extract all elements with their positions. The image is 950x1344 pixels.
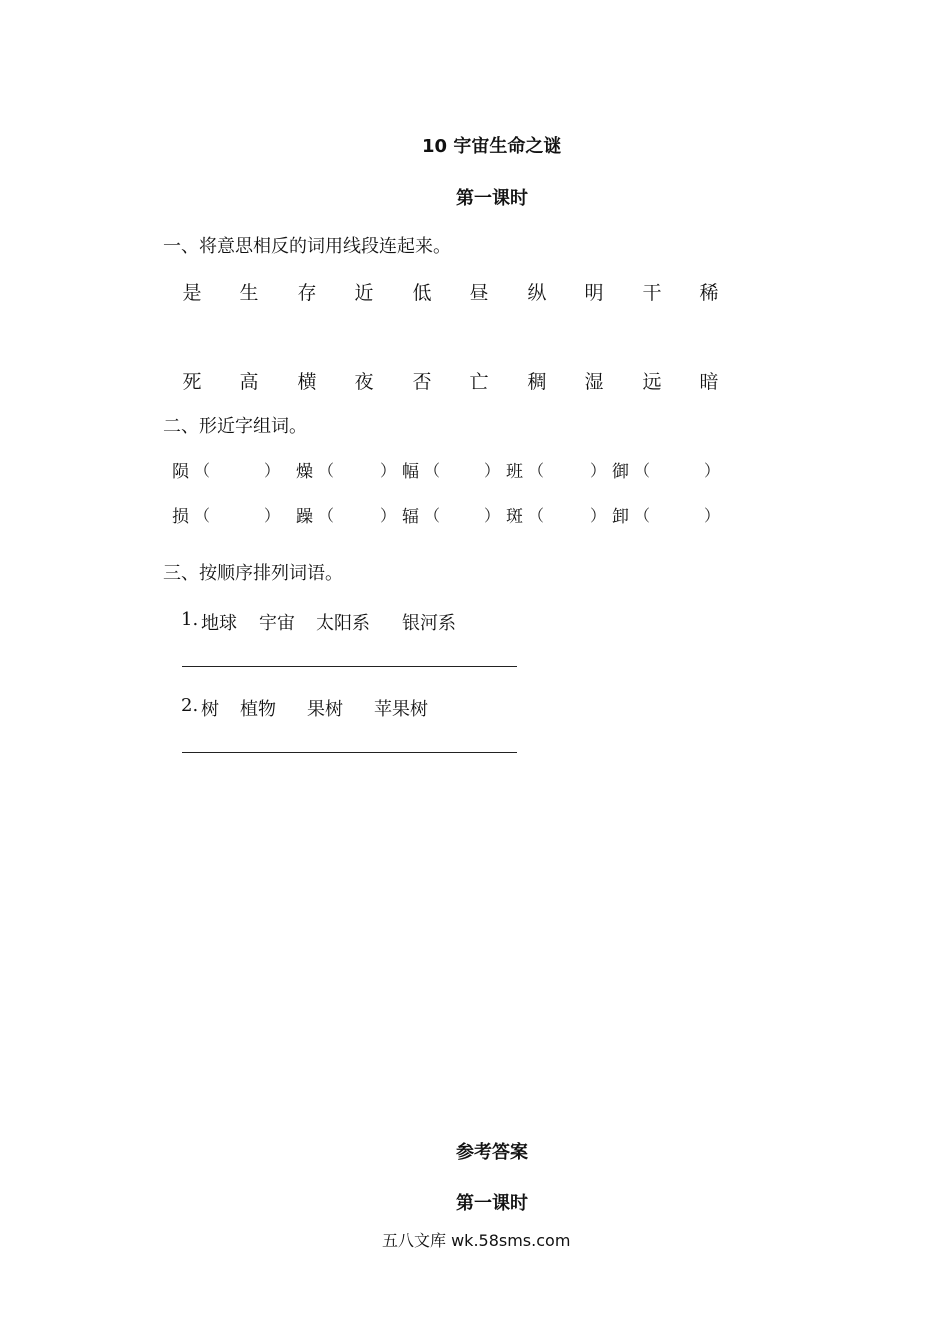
close-paren: ） — [264, 506, 281, 525]
open-paren: （ — [194, 461, 211, 480]
question-word: 苹果树 — [374, 699, 428, 720]
question-word: 果树 — [307, 699, 343, 720]
close-paren: ） — [380, 506, 397, 525]
open-paren: （ — [634, 461, 651, 480]
close-paren: ） — [704, 506, 721, 525]
similar-char: 燥 — [296, 462, 313, 482]
antonym-top-char: 低 — [412, 282, 432, 304]
antonym-top-char: 稀 — [699, 282, 719, 304]
answer-line-1[interactable] — [182, 666, 517, 667]
question-word: 地球 — [201, 613, 237, 634]
close-paren: ） — [484, 461, 501, 480]
similar-char: 班 — [506, 462, 523, 482]
answers-heading: 参考答案 — [456, 1142, 528, 1163]
open-paren: （ — [528, 461, 545, 480]
antonym-bottom-char: 高 — [239, 371, 259, 393]
open-paren: （ — [424, 461, 441, 480]
answer-line-2[interactable] — [182, 752, 517, 753]
question-word: 植物 — [240, 699, 276, 720]
question-number: 1. — [181, 609, 199, 630]
question-word: 宇宙 — [259, 613, 295, 634]
section3-heading: 三、按顺序排列词语。 — [163, 563, 343, 584]
antonym-top-char: 生 — [239, 282, 259, 304]
close-paren: ） — [590, 461, 607, 480]
open-paren: （ — [634, 506, 651, 525]
antonym-bottom-char: 横 — [297, 371, 317, 393]
answers-lesson-title: 第一课时 — [456, 1193, 528, 1214]
antonym-bottom-char: 暗 — [699, 371, 719, 393]
open-paren: （ — [528, 506, 545, 525]
question-word: 银河系 — [402, 613, 456, 634]
antonym-top-char: 干 — [642, 282, 662, 304]
antonym-bottom-char: 否 — [412, 371, 432, 393]
antonym-bottom-char: 稠 — [527, 371, 547, 393]
footer-site: 五八文库 wk.58sms.com — [382, 1231, 571, 1250]
antonym-top-char: 纵 — [527, 282, 547, 304]
open-paren: （ — [318, 461, 335, 480]
antonym-top-char: 昼 — [469, 282, 489, 304]
similar-char: 幅 — [402, 462, 419, 482]
close-paren: ） — [264, 461, 281, 480]
section1-heading: 一、将意思相反的词用线段连起来。 — [163, 236, 451, 257]
similar-char: 辐 — [402, 507, 419, 527]
antonym-top-char: 存 — [297, 282, 317, 304]
antonym-bottom-char: 湿 — [584, 371, 604, 393]
open-paren: （ — [424, 506, 441, 525]
page-title: 10 宇宙生命之谜 — [422, 136, 562, 157]
antonym-top-char: 明 — [584, 282, 604, 304]
open-paren: （ — [194, 506, 211, 525]
antonym-top-char: 近 — [354, 282, 374, 304]
section2-heading: 二、形近字组词。 — [163, 416, 307, 437]
similar-char: 卸 — [612, 507, 629, 527]
close-paren: ） — [590, 506, 607, 525]
antonym-bottom-char: 死 — [182, 371, 202, 393]
similar-char: 御 — [612, 462, 629, 482]
question-word: 树 — [201, 699, 219, 720]
antonym-bottom-char: 夜 — [354, 371, 374, 393]
lesson-title: 第一课时 — [456, 188, 528, 209]
similar-char: 斑 — [506, 507, 523, 527]
close-paren: ） — [484, 506, 501, 525]
antonym-top-char: 是 — [182, 282, 202, 304]
open-paren: （ — [318, 506, 335, 525]
question-word: 太阳系 — [316, 613, 370, 634]
close-paren: ） — [704, 461, 721, 480]
question-number: 2. — [181, 695, 199, 716]
similar-char: 躁 — [296, 507, 313, 527]
similar-char: 陨 — [172, 462, 189, 482]
antonym-bottom-char: 亡 — [469, 371, 489, 393]
close-paren: ） — [380, 461, 397, 480]
antonym-bottom-char: 远 — [642, 371, 662, 393]
similar-char: 损 — [172, 507, 189, 527]
